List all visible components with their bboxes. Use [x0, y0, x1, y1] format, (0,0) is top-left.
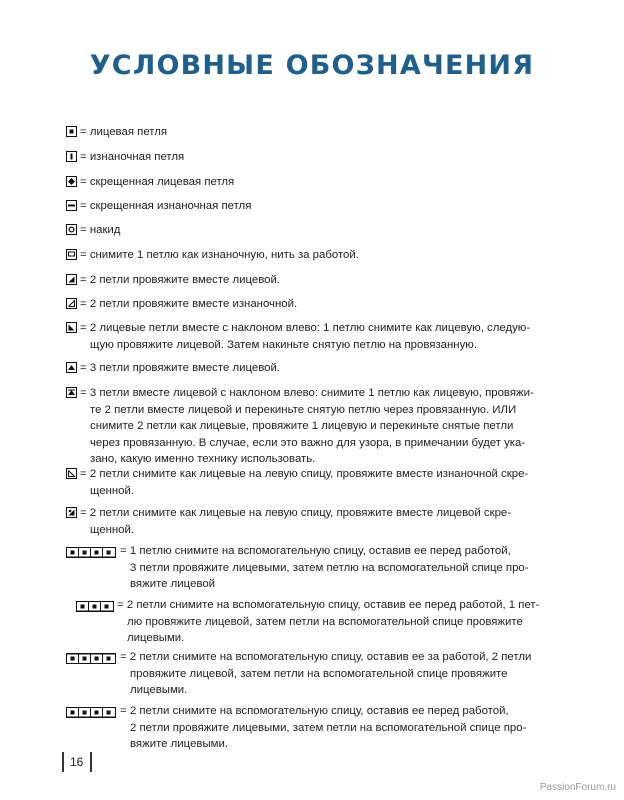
ssk-icon [66, 322, 77, 333]
sk-tbl-icon [66, 507, 77, 518]
k3tog-icon [66, 362, 77, 373]
legend-entry-slip: = снимите 1 петлю как изнаночную, нить за работой. [66, 247, 584, 264]
twisted-purl-icon [66, 200, 77, 211]
legend-entry-k2tog: = 2 петли провяжите вместе лицевой. [66, 272, 584, 289]
legend-entry-sk-tbl: = 2 петли снимите как лицевые на левую спицу, провяжите вместе лицевой скре- щенной. [66, 505, 584, 538]
watermark: PassionForum.ru [539, 782, 616, 793]
cable-2-1-front-icon [76, 599, 114, 617]
legend-entry-p2tog: = 2 петли провяжите вместе изнаночной. [66, 296, 584, 313]
k2tog-icon [66, 274, 77, 285]
purl-stitch-icon [66, 151, 77, 162]
cable-2-2-front-icon [66, 705, 116, 723]
sk2p-icon [66, 387, 77, 398]
page-number-bar-left [62, 752, 64, 772]
ssp-icon [66, 468, 77, 479]
legend-entry-twisted-knit: = скрещенная лицевая петля [66, 174, 584, 191]
yarn-over-icon [66, 224, 77, 235]
page-title: УСЛОВНЫЕ ОБОЗНАЧЕНИЯ [89, 50, 535, 81]
legend-entry-sk2p: = 3 петли вместе лицевой с наклоном влево: снимите 1 петлю как лицевую, провяжи- те 2 петли вместе лицевой и перекиньте снятую петлю через провязанную. ИЛИ снимите 2 петли как лицевые, провяжите 1 лицевую и перекиньте снятые петли через провязанную. В случае, если это важно для узора, в примечании будет ука- зано, какую именно технику использовать. [66, 385, 584, 468]
legend-entry-knit: = лицевая петля [66, 124, 584, 141]
slip-stitch-icon [66, 249, 77, 260]
p2tog-icon [66, 298, 77, 309]
legend-entry-k3tog: = 3 петли провяжите вместе лицевой. [66, 360, 584, 377]
legend-entry-yarn-over: = накид [66, 222, 584, 239]
legend-entry-purl: = изнаночная петля [66, 149, 584, 166]
legend-entry-ssp: = 2 петли снимите как лицевые на левую спицу, провяжите вместе изнаночной скре- щенной. [66, 466, 584, 499]
cable-1-3-front-icon [66, 545, 116, 563]
twisted-knit-icon [66, 176, 77, 187]
page-number: 16 [70, 755, 84, 769]
page-number-bar-right [90, 752, 92, 772]
cable-2-2-back-icon [66, 651, 116, 669]
knit-stitch-icon [66, 126, 77, 137]
legend-entry-twisted-purl: = скрещенная изнаночная петля [66, 198, 584, 215]
legend-entry-ssk: = 2 лицевые петли вместе с наклоном влево: 1 петлю снимите как лицевую, следую- щую провяжите лицевой. Затем накиньте снятую петлю на провязанную. [66, 320, 584, 353]
